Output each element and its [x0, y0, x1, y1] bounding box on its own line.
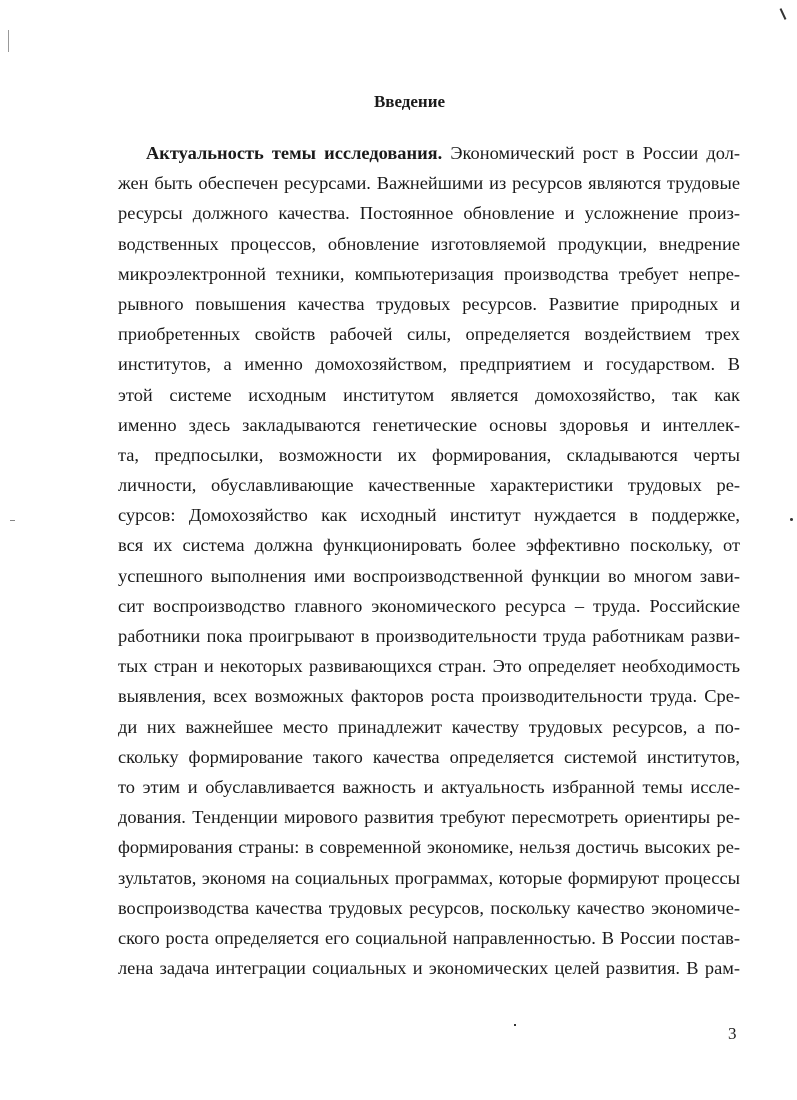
text-line	[118, 561, 740, 591]
text-line	[118, 621, 740, 651]
text-line-content: лена задача интеграции социальных и экономических целей развития. В рам-	[118, 958, 740, 979]
text-line-content: зультатов, экономя на социальных программах, которые формируют процессы	[118, 867, 740, 888]
text-line	[118, 953, 740, 983]
text-line	[118, 832, 740, 862]
text-line	[118, 651, 740, 681]
text-line-content: то этим и обуславливается важность и актуальность избранной темы иссле-	[118, 776, 740, 797]
text-line	[118, 349, 740, 379]
text-line	[118, 863, 740, 893]
text-line	[118, 923, 740, 953]
text-line-content: рывного повышения качества трудовых ресурсов. Развитие природных и	[118, 293, 740, 314]
text-line	[118, 470, 740, 500]
text-line-content: дования. Тенденции мирового развития требуют пересмотреть ориентиры ре-	[118, 807, 740, 828]
text-line-content: работники пока проигрывают в производительности труда работникам разви-	[118, 626, 740, 646]
scan-mark	[10, 520, 15, 521]
text-line	[118, 289, 740, 319]
text-line	[118, 712, 740, 742]
text-line-content: сурсов: Домохозяйство как исходный институт нуждается в поддержке,	[118, 505, 740, 526]
text-line	[118, 530, 740, 560]
text-line-content: ресурсы должного качества. Постоянное обновление и усложнение произ-	[118, 203, 740, 224]
scan-mark	[514, 1024, 516, 1026]
text-line	[118, 319, 740, 349]
text-line-content: формирования страны: в современной экономике, нельзя достичь высоких ре-	[118, 837, 740, 858]
text-line-content: воспроизводства качества трудовых ресурсов, поскольку качество экономиче-	[118, 897, 740, 918]
text-line	[118, 681, 740, 711]
text-line-content: институтов, а именно домохозяйством, предприятием и государством. В	[118, 354, 740, 375]
text-line-content: тых стран и некоторых развивающихся стран. Это определяет необходимость	[118, 656, 740, 677]
text-line-content: жен быть обеспечен ресурсами. Важнейшими из ресурсов являются трудовые	[118, 173, 740, 194]
first-line	[118, 138, 740, 168]
topic-relevance-heading: Актуальность темы исследования.	[146, 143, 443, 163]
text-line-content: ского роста определяется его социальной направленностью. В России постав-	[118, 927, 740, 948]
text-line	[118, 742, 740, 772]
text-line	[118, 410, 740, 440]
text-line	[118, 380, 740, 410]
first-line-text: Экономический рост в России дол-	[442, 143, 741, 163]
text-line-content: сит воспроизводство главного экономического ресурса – труда. Российские	[118, 595, 740, 616]
section-heading: Введение	[373, 92, 446, 111]
text-line-content: вся их система должна функционировать более эффективно поскольку, от	[118, 535, 740, 556]
text-line-content: та, предпосылки, возможности их формирования, складываются черты	[118, 444, 740, 465]
text-line-content: выявления, всех возможных факторов роста производительности труда. Сре-	[118, 686, 740, 707]
text-line-content: водственных процессов, обновление изготовляемой продукции, внедрение	[118, 233, 740, 254]
text-line	[118, 229, 740, 259]
scan-mark	[8, 30, 9, 52]
text-line-content: этой системе исходным институтом является домохозяйство, так как	[118, 384, 740, 405]
text-line-content: микроэлектронной техники, компьютеризация производства требует непре-	[118, 263, 740, 284]
text-line	[118, 440, 740, 470]
text-line	[118, 802, 740, 832]
page-number: 3	[728, 1024, 737, 1043]
text-line-content: успешного выполнения ими воспроизводственной функции во многом зави-	[118, 565, 740, 586]
text-line	[118, 591, 740, 621]
text-line-content: приобретенных свойств рабочей силы, определяется воздействием трех	[118, 324, 740, 345]
text-line-content: скольку формирование такого качества определяется системой институтов,	[118, 746, 740, 767]
text-line	[118, 168, 740, 198]
scan-mark	[790, 518, 793, 521]
text-line	[118, 772, 740, 802]
text-line	[118, 198, 740, 228]
body-text	[118, 138, 740, 983]
scan-mark	[780, 8, 787, 20]
text-line-content: личности, обуславливающие качественные характеристики трудовых ре-	[118, 475, 740, 496]
text-line-content: ди них важнейшее место принадлежит качеству трудовых ресурсов, а по-	[118, 716, 740, 737]
text-line	[118, 893, 740, 923]
text-line	[118, 259, 740, 289]
text-line-content: именно здесь закладываются генетические основы здоровья и интеллек-	[118, 414, 740, 435]
text-line	[118, 500, 740, 530]
